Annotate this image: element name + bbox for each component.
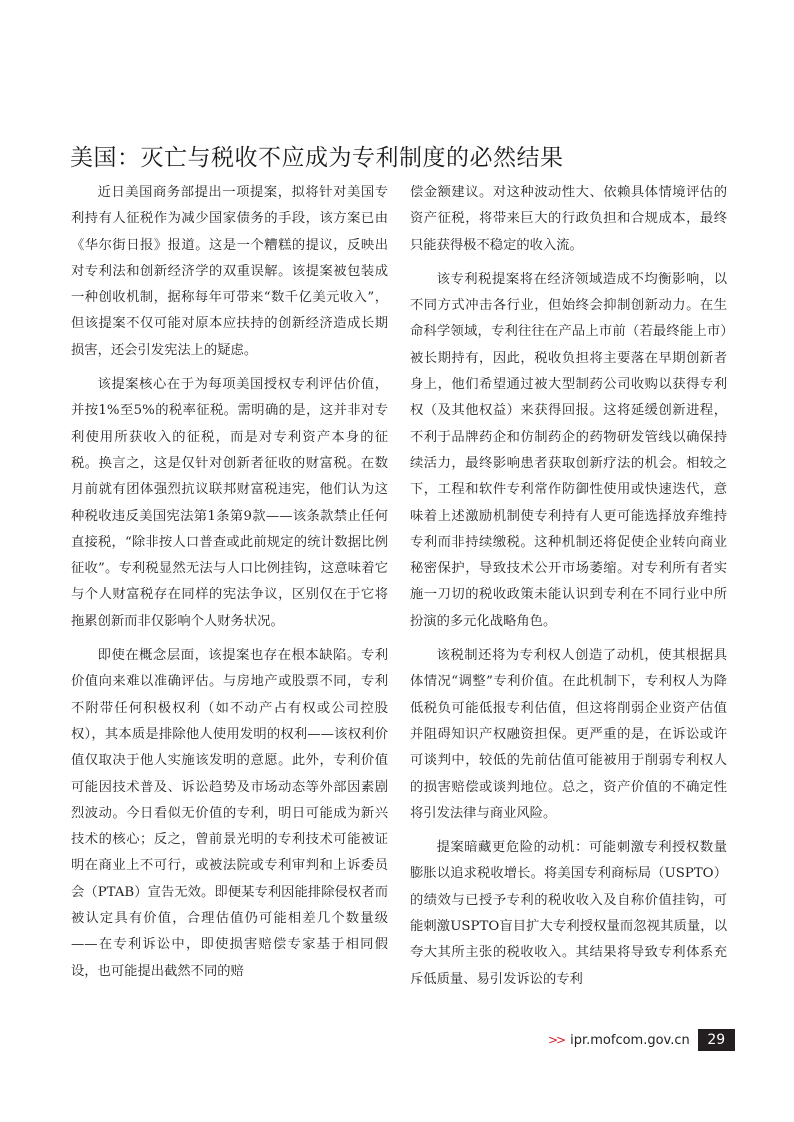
- website-link[interactable]: ipr.mofcom.gov.cn: [570, 1032, 690, 1048]
- paragraph: 近日美国商务部提出一项提案，拟将针对美国专利持有人征税作为减少国家债务的手段，该方案已由《华尔街日报》报道。这是一个糟糕的提议，反映出对专利法和创新经济学的双重误解。该提案被包装成一种创收机制，据称每年可带来“数千亿美元收入”，但该提案不仅可能对原本应扶持的创新经济造成长期损害，还会引发宪法上的疑虑。: [71, 185, 388, 358]
- paragraph: 该税制还将为专利权人创造了动机，使其根据具体情况“调整”专利价值。在此机制下，专利权人为降低税负可能低报专利估值，但这将削弱企业资产估值并阻碍知识产权融资担保。更严重的是，在诉讼或许可谈判中，较低的先前估值可能被用于削弱专利权人的损害赔偿或谈判地位。总之，资产价值的不确定性将引发法律与商业风险。: [410, 648, 727, 821]
- paragraph-continuation: 偿金额建议。对这种波动性大、依赖具体情境评估的资产征税，将带来巨大的行政负担和合规成本，最终只能获得极不稳定的收入流。: [410, 185, 727, 253]
- page-number: 29: [698, 1029, 735, 1051]
- right-column: [410, 180, 727, 993]
- paragraph: 即使在概念层面，该提案也存在根本缺陷。专利价值向来难以准确评估。与房地产或股票不同，专利不附带任何积极权利（如不动产占有权或公司控股权），其本质是排除他人使用发明的权利——该权利价值仅取决于他人实施该发明的意愿。此外，专利价值可能因技术普及、诉讼趋势及市场动态等外部因素剧烈波动。今日看似无价值的专利，明日可能成为新兴技术的核心；反之，曾前景光明的专利技术可能被证明在商业上不可行，或被法院或专利审判和上诉委员会（PTAB）宣告无效。即便某专利因能排除侵权者而被认定具有价值，合理估值仍可能相差几个数量级——在专利诉讼中，即使损害赔偿专家基于相同假设，也可能提出截然不同的赔: [71, 648, 388, 979]
- left-column: [71, 180, 388, 985]
- page-footer: [548, 1029, 735, 1051]
- paragraph: 该提案核心在于为每项美国授权专利评估价值，并按1%至5%的税率征税。需明确的是，这并非对专利使用所获收入的征税，而是对专利资产本身的征税。换言之，这是仅针对创新者征收的财富税。在数月前就有团体强烈抗议联邦财富税违宪，他们认为这种税收违反美国宪法第1条第9款——该条款禁止任何直接税，“除非按人口普查或此前规定的统计数据比例征收”。专利税显然无法与人口比例挂钩，这意味着它与个人财富税存在同样的宪法争议，区别仅在于它将拖累创新而非仅影响个人财务状况。: [71, 377, 388, 629]
- double-chevron-right-icon: >>: [548, 1033, 565, 1047]
- paragraph: 提案暗藏更危险的动机：可能刺激专利授权数量膨胀以追求税收增长。将美国专利商标局（USPTO）的绩效与已授予专利的税收收入及自称价值挂钩，可能刺激USPTO盲目扩大专利授权量而忽视其质量，以夸大其所主张的税收收入。其结果将导致专利体系充斥低质量、易引发诉讼的专利: [410, 840, 727, 987]
- article-title: 美国：灭亡与税收不应成为专利制度的必然结果: [70, 145, 564, 171]
- paragraph: 该专利税提案将在经济领域造成不均衡影响，以不同方式冲击各行业，但始终会抑制创新动力。在生命科学领域，专利往往在产品上市前（若最终能上市）被长期持有，因此，税收负担将主要落在早期创新者身上，他们希望通过被大型制药公司收购以获得专利权（及其他权益）来获得回报。这将延缓创新进程，不利于品牌药企和仿制药企的药物研发管线以确保持续活力，最终影响患者获取创新疗法的机会。相较之下，工程和软件专利常作防御性使用或快速迭代，意味着上述激励机制使专利持有人更可能选择放弃维持专利而非持续缴税。这种机制还将促使企业转向商业秘密保护，导致技术公开市场萎缩。对专利所有者实施一刀切的税收政策未能认识到专利在不同行业中所扮演的多元化战略角色。: [410, 271, 727, 629]
